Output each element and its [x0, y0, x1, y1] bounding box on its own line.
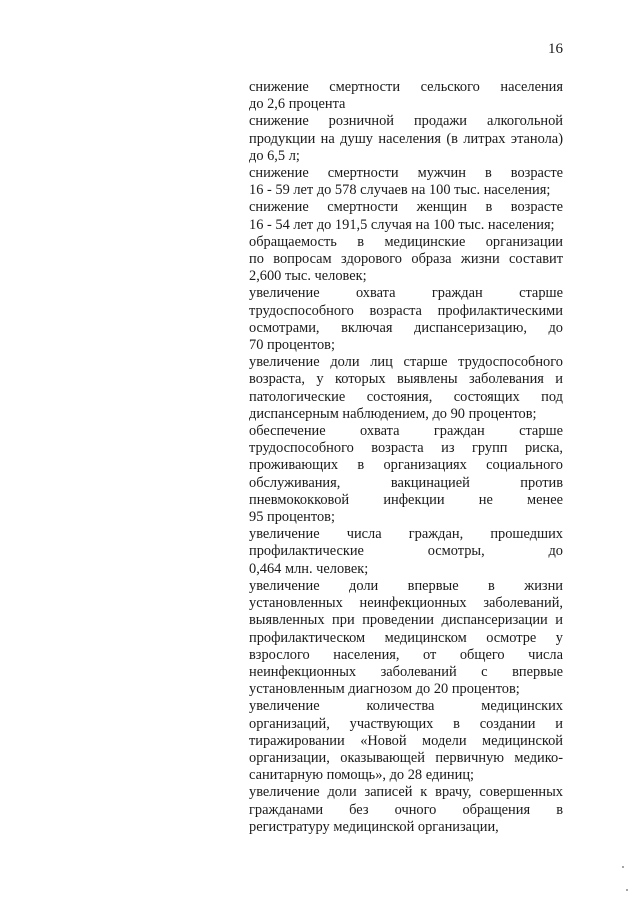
- text-line: тиражировании «Новой модели медицинской: [249, 732, 563, 749]
- text-line: возраста, у которых выявлены заболевания и: [249, 371, 563, 388]
- text-column: [249, 79, 563, 836]
- text-line: снижение смертности женщин в возрасте: [249, 199, 563, 216]
- text-line: неинфекционных заболеваний с впервые: [249, 663, 563, 680]
- list-item: [249, 285, 563, 354]
- list-item: [249, 423, 563, 526]
- text-line: обслуживания, вакцинацией против: [249, 474, 563, 491]
- text-line: трудоспособного возраста из групп риска,: [249, 440, 563, 457]
- text-line: 95 процентов;: [249, 509, 335, 526]
- text-line: увеличение количества медицинских: [249, 698, 563, 715]
- text-line: профилактическом медицинском осмотре у: [249, 629, 563, 646]
- text-line: организаций, участвующих в создании и: [249, 715, 563, 732]
- text-line: пневмококковой инфекции не менее: [249, 491, 563, 508]
- text-line: продукции на душу населения (в литрах этанола): [249, 130, 563, 147]
- text-line: санитарную помощь», до 28 единиц;: [249, 767, 475, 784]
- text-line: обеспечение охвата граждан старше: [249, 423, 563, 440]
- text-line: снижение смертности мужчин в возрасте: [249, 165, 563, 182]
- text-line: 2,600 тыс. человек;: [249, 268, 367, 285]
- text-line: взрослого населения, от общего числа: [249, 646, 563, 663]
- list-item: [249, 698, 563, 784]
- text-line: увеличение доли записей к врачу, совершенных: [249, 784, 563, 801]
- text-line: трудоспособного возраста профилактическими: [249, 302, 563, 319]
- text-line: осмотрами, включая диспансеризацию, до: [249, 319, 563, 336]
- list-item: [249, 526, 563, 578]
- list-item: [249, 234, 563, 286]
- text-line: увеличение числа граждан, прошедших: [249, 526, 563, 543]
- text-line: регистратуру медицинской организации,: [249, 818, 499, 835]
- text-line: патологические состояния, состоящих под: [249, 388, 563, 405]
- list-item: [249, 165, 563, 199]
- text-line: выявленных при проведении диспансеризации и: [249, 612, 563, 629]
- text-line: проживающих в организациях социального: [249, 457, 563, 474]
- list-item: [249, 113, 563, 165]
- list-item: [249, 784, 563, 836]
- text-line: гражданами без очного обращения в: [249, 801, 563, 818]
- text-line: снижение розничной продажи алкогольной: [249, 113, 563, 130]
- text-line: 16 - 59 лет до 578 случаев на 100 тыс. населения;: [249, 182, 551, 199]
- scan-speck: [626, 889, 628, 891]
- text-line: до 6,5 л;: [249, 147, 300, 164]
- text-line: организации, оказывающей первичную медико-: [249, 749, 563, 766]
- text-line: профилактические осмотры, до: [249, 543, 563, 560]
- text-line: установленных неинфекционных заболеваний,: [249, 595, 563, 612]
- list-item: [249, 199, 563, 233]
- list-item: [249, 354, 563, 423]
- text-line: установленным диагнозом до 20 процентов;: [249, 681, 520, 698]
- page-number: 16: [548, 41, 563, 57]
- text-line: 0,464 млн. человек;: [249, 560, 369, 577]
- text-line: обращаемость в медицинские организации: [249, 233, 563, 250]
- text-line: увеличение доли лиц старше трудоспособного: [249, 354, 563, 371]
- text-line: увеличение охвата граждан старше: [249, 285, 563, 302]
- text-line: по вопросам здорового образа жизни составит: [249, 251, 563, 268]
- scan-speck: [622, 866, 624, 868]
- text-line: снижение смертности сельского населения: [249, 79, 563, 95]
- text-line: 70 процентов;: [249, 337, 335, 354]
- text-line: 16 - 54 лет до 191,5 случая на 100 тыс. населения;: [249, 216, 555, 233]
- list-item: [249, 79, 563, 113]
- text-line: увеличение доли впервые в жизни: [249, 577, 563, 594]
- text-line: диспансерным наблюдением, до 90 процентов;: [249, 405, 537, 422]
- list-item: [249, 578, 563, 698]
- text-line: до 2,6 процента: [249, 96, 346, 113]
